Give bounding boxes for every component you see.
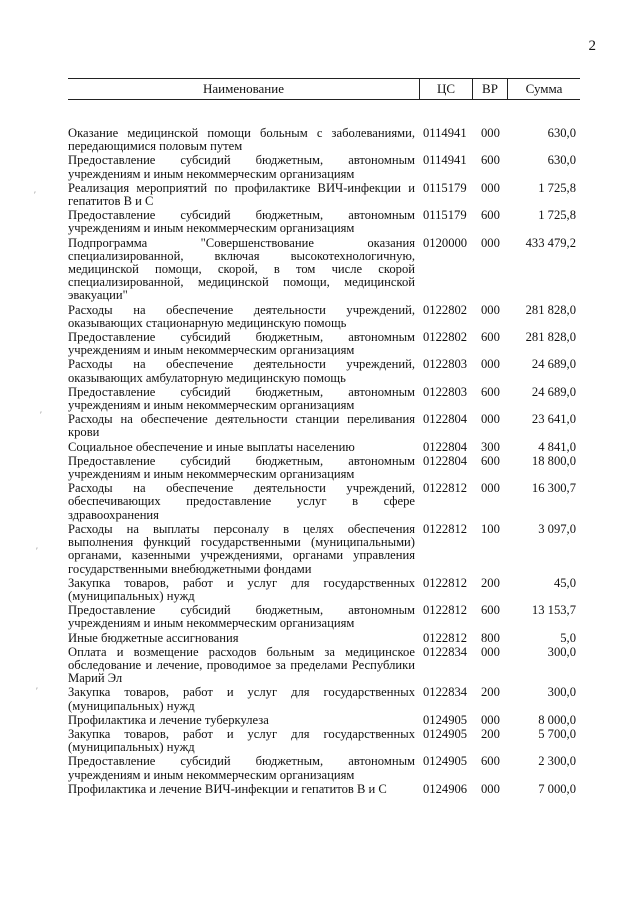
table-body <box>68 127 580 796</box>
table-row <box>68 755 580 781</box>
cell-sum: 24 689,0 <box>531 357 576 372</box>
cell-cs: 0122812 <box>423 630 468 645</box>
cell-sum: 13 153,7 <box>531 603 576 618</box>
header-cs: ЦС <box>420 79 473 99</box>
cell-sum: 3 097,0 <box>538 521 576 536</box>
cell-cs: 0115179 <box>423 180 467 195</box>
table-row <box>68 455 580 481</box>
cell-name: Расходы на выплаты персоналу в целях обеспечения выполнения функций государственными (муниципальными) органами, казенными учреждениями, органами управления государственными внебюджетными фондами <box>68 521 415 576</box>
cell-name: Иные бюджетные ассигнования <box>68 630 239 645</box>
table-row <box>68 577 580 603</box>
cell-sum: 18 800,0 <box>531 453 576 468</box>
cell-vr: 000 <box>481 712 500 727</box>
table-row <box>68 728 580 754</box>
cell-vr: 000 <box>481 781 500 796</box>
scan-mark: ′ <box>36 546 38 556</box>
cell-cs: 0122804 <box>423 439 468 454</box>
cell-sum: 300,0 <box>547 685 576 700</box>
cell-sum: 281 828,0 <box>525 330 576 345</box>
cell-cs: 0124905 <box>423 726 468 741</box>
cell-cs: 0122812 <box>423 521 468 536</box>
cell-name: Предоставление субсидий бюджетным, автономным учреждениям и иным некоммерческим организациям <box>68 453 415 482</box>
cell-sum: 1 725,8 <box>538 180 576 195</box>
cell-sum: 24 689,0 <box>531 384 576 399</box>
table-row <box>68 209 580 235</box>
cell-cs: 0122802 <box>423 330 468 345</box>
table-row <box>68 331 580 357</box>
header-vr: ВР <box>473 79 508 99</box>
cell-name: Предоставление субсидий бюджетным, автономным учреждениям и иным некоммерческим организациям <box>68 754 415 782</box>
cell-sum: 4 841,0 <box>538 439 576 454</box>
cell-sum: 23 641,0 <box>531 412 576 427</box>
cell-vr: 000 <box>481 235 500 250</box>
table-row <box>68 304 580 330</box>
cell-sum: 281 828,0 <box>525 302 576 317</box>
table-row <box>68 441 580 454</box>
cell-vr: 000 <box>481 357 500 372</box>
table-row <box>68 386 580 412</box>
cell-sum: 7 000,0 <box>538 781 576 796</box>
table-row <box>68 237 580 303</box>
cell-name: Предоставление субсидий бюджетным, автономным учреждениям и иным некоммерческим организациям <box>68 603 415 631</box>
cell-cs: 0124906 <box>423 781 468 796</box>
cell-name: Расходы на обеспечение деятельности учреждений, обеспечивающих предоставление услуг в сфере здравоохранения <box>68 481 415 522</box>
cell-sum: 8 000,0 <box>538 712 576 727</box>
table-row <box>68 604 580 630</box>
table-row <box>68 783 580 796</box>
cell-cs: 0122803 <box>423 384 468 399</box>
cell-sum: 1 725,8 <box>538 208 576 223</box>
cell-name: Социальное обеспечение и иные выплаты населению <box>68 439 355 454</box>
cell-vr: 600 <box>481 603 500 618</box>
cell-cs: 0122834 <box>423 644 468 659</box>
cell-vr: 600 <box>481 153 500 168</box>
cell-vr: 600 <box>481 754 500 769</box>
cell-sum: 5,0 <box>560 630 576 645</box>
table-row <box>68 358 580 384</box>
cell-name: Предоставление субсидий бюджетным, автономным учреждениям и иным некоммерческим организациям <box>68 153 415 181</box>
table-row <box>68 523 580 576</box>
cell-vr: 000 <box>481 126 500 140</box>
scan-mark: ′ <box>40 410 42 420</box>
cell-name: Подпрограмма "Совершенствование оказания специализированной, включая высокотехнологичную, медицинской помощи, скорой, в том числе скорой специализированной, медицинской помощи, медицинской эвакуации" <box>68 235 415 303</box>
cell-sum: 5 700,0 <box>538 726 576 741</box>
cell-name: Закупка товаров, работ и услуг для государственных (муниципальных) нужд <box>68 575 415 603</box>
cell-cs: 0122812 <box>423 603 468 618</box>
cell-vr: 200 <box>481 685 500 700</box>
cell-vr: 600 <box>481 208 500 223</box>
cell-sum: 630,0 <box>547 153 576 168</box>
header-sum: Сумма <box>525 81 563 96</box>
cell-vr: 800 <box>481 630 500 645</box>
cell-sum: 16 300,7 <box>531 481 576 496</box>
cell-cs: 0114941 <box>423 153 467 168</box>
cell-cs: 0122803 <box>423 357 468 372</box>
cell-vr: 000 <box>481 481 500 496</box>
cell-cs: 0122812 <box>423 481 468 496</box>
cell-sum: 433 479,2 <box>525 235 576 250</box>
table-row <box>68 154 580 180</box>
scan-mark: ′ <box>36 686 38 696</box>
cell-cs: 0114941 <box>423 126 467 140</box>
table-header <box>68 78 580 100</box>
cell-cs: 0122834 <box>423 685 468 700</box>
cell-name: Предоставление субсидий бюджетным, автономным учреждениям и иным некоммерческим организациям <box>68 330 415 358</box>
cell-vr: 000 <box>481 412 500 427</box>
cell-name: Профилактика и лечение ВИЧ-инфекции и гепатитов В и С <box>68 781 387 796</box>
table-row <box>68 182 580 208</box>
table-row <box>68 127 580 153</box>
cell-cs: 0122804 <box>423 412 468 427</box>
table-row <box>68 686 580 712</box>
cell-name: Предоставление субсидий бюджетным, автономным учреждениям и иным некоммерческим организациям <box>68 208 415 236</box>
cell-vr: 600 <box>481 384 500 399</box>
cell-vr: 000 <box>481 180 500 195</box>
cell-cs: 0122804 <box>423 453 468 468</box>
cell-vr: 000 <box>481 302 500 317</box>
cell-cs: 0124905 <box>423 754 468 769</box>
cell-cs: 0122812 <box>423 575 468 590</box>
cell-name: Профилактика и лечение туберкулеза <box>68 712 269 727</box>
table-row <box>68 646 580 686</box>
cell-vr: 300 <box>481 439 500 454</box>
cell-name: Закупка товаров, работ и услуг для государственных (муниципальных) нужд <box>68 685 415 713</box>
cell-vr: 200 <box>481 575 500 590</box>
cell-vr: 600 <box>481 330 500 345</box>
budget-table <box>68 78 580 797</box>
cell-vr: 600 <box>481 453 500 468</box>
cell-cs: 0120000 <box>423 235 468 250</box>
cell-sum: 300,0 <box>547 644 576 659</box>
cell-vr: 100 <box>481 521 500 536</box>
cell-sum: 630,0 <box>547 126 576 140</box>
cell-vr: 200 <box>481 726 500 741</box>
cell-name: Реализация мероприятий по профилактике ВИЧ-инфекции и гепатитов В и С <box>68 180 415 209</box>
cell-name: Предоставление субсидий бюджетным, автономным учреждениям и иным некоммерческим организациям <box>68 384 415 413</box>
cell-name: Закупка товаров, работ и услуг для государственных (муниципальных) нужд <box>68 726 415 755</box>
cell-name: Расходы на обеспечение деятельности учреждений, оказывающих стационарную медицинскую помощь <box>68 302 415 330</box>
table-row <box>68 714 580 727</box>
cell-name: Оказание медицинской помощи больным с заболеваниями, передающимися половым путем <box>68 126 415 154</box>
cell-name: Расходы на обеспечение деятельности учреждений, оказывающих амбулаторную медицинскую помощь <box>68 357 415 385</box>
scan-mark: ′ <box>34 190 36 200</box>
table-row <box>68 413 580 439</box>
table-row <box>68 482 580 522</box>
header-name: Наименование <box>68 79 420 99</box>
page-number: 2 <box>588 38 596 54</box>
cell-name: Расходы на обеспечение деятельности станции переливания крови <box>68 412 415 440</box>
cell-cs: 0124905 <box>423 712 468 727</box>
cell-cs: 0122802 <box>423 302 468 317</box>
cell-name: Оплата и возмещение расходов больным за медицинское обследование и лечение, проводимое за пределами Республики Марий Эл <box>68 644 415 686</box>
cell-cs: 0115179 <box>423 208 467 223</box>
cell-sum: 2 300,0 <box>538 754 576 769</box>
cell-vr: 000 <box>481 644 500 659</box>
table-row <box>68 632 580 645</box>
cell-sum: 45,0 <box>553 575 576 590</box>
